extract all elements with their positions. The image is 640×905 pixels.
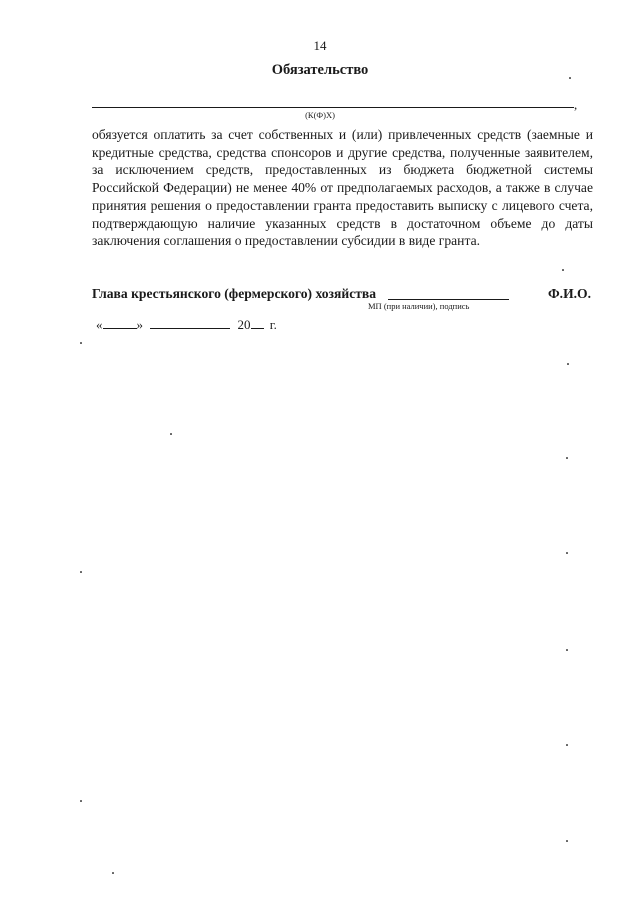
applicant-name-caption: (К(Ф)Х)	[305, 110, 335, 120]
date-day-blank	[103, 317, 137, 329]
scan-speck	[566, 744, 568, 746]
signature-caption: МП (при наличии), подпись	[368, 301, 470, 311]
body-line: заключения соглашения о предоставлении субсидии в виде гранта.	[92, 233, 480, 249]
body-line: кредитные средства, средства спонсоров и другие средства, полученные заявителем,	[92, 144, 593, 160]
date-close-quote: »	[136, 317, 143, 332]
signature-label: Глава крестьянского (фермерского) хозяйства	[92, 286, 377, 301]
obligation-body-text	[92, 126, 593, 250]
signature-line	[388, 299, 509, 300]
date-month-blank	[150, 317, 230, 329]
date-year-blank	[251, 317, 264, 329]
body-line: Российской Федерации) не менее 40% от предполагаемых расходов, а также в случае	[92, 180, 593, 196]
body-line: принятия решения о предоставлении гранта предоставить выписку с лицевого счета,	[92, 197, 593, 213]
body-line: за исключением средств, предоставленных из бюджета бюджетной системы	[92, 162, 593, 178]
applicant-name-line	[92, 107, 574, 108]
date-year-prefix: 20	[237, 317, 251, 332]
body-line: подтверждающую наличие указанных средств в достаточном объеме до даты	[92, 215, 593, 231]
date-row	[96, 317, 277, 333]
scan-speck	[80, 800, 82, 802]
scan-speck	[566, 840, 568, 842]
scan-speck	[112, 872, 114, 874]
date-year-suffix: г.	[269, 317, 277, 332]
scan-speck	[80, 342, 82, 344]
scan-speck	[566, 552, 568, 554]
scan-speck	[170, 433, 172, 435]
scan-speck	[80, 571, 82, 573]
body-line: обязуется оплатить за счет собственных и (или) привлеченных средств (заемные и	[92, 127, 593, 142]
scan-speck	[567, 363, 569, 365]
date-open-quote: «	[96, 317, 103, 332]
signature-fio: Ф.И.О.	[548, 286, 592, 301]
page-number: 14	[313, 38, 327, 53]
applicant-name-comma: ,	[574, 97, 578, 112]
scan-speck	[569, 77, 571, 79]
document-title: Обязательство	[271, 62, 369, 78]
scan-speck	[566, 649, 568, 651]
scan-speck	[562, 269, 564, 271]
scan-speck	[566, 457, 568, 459]
